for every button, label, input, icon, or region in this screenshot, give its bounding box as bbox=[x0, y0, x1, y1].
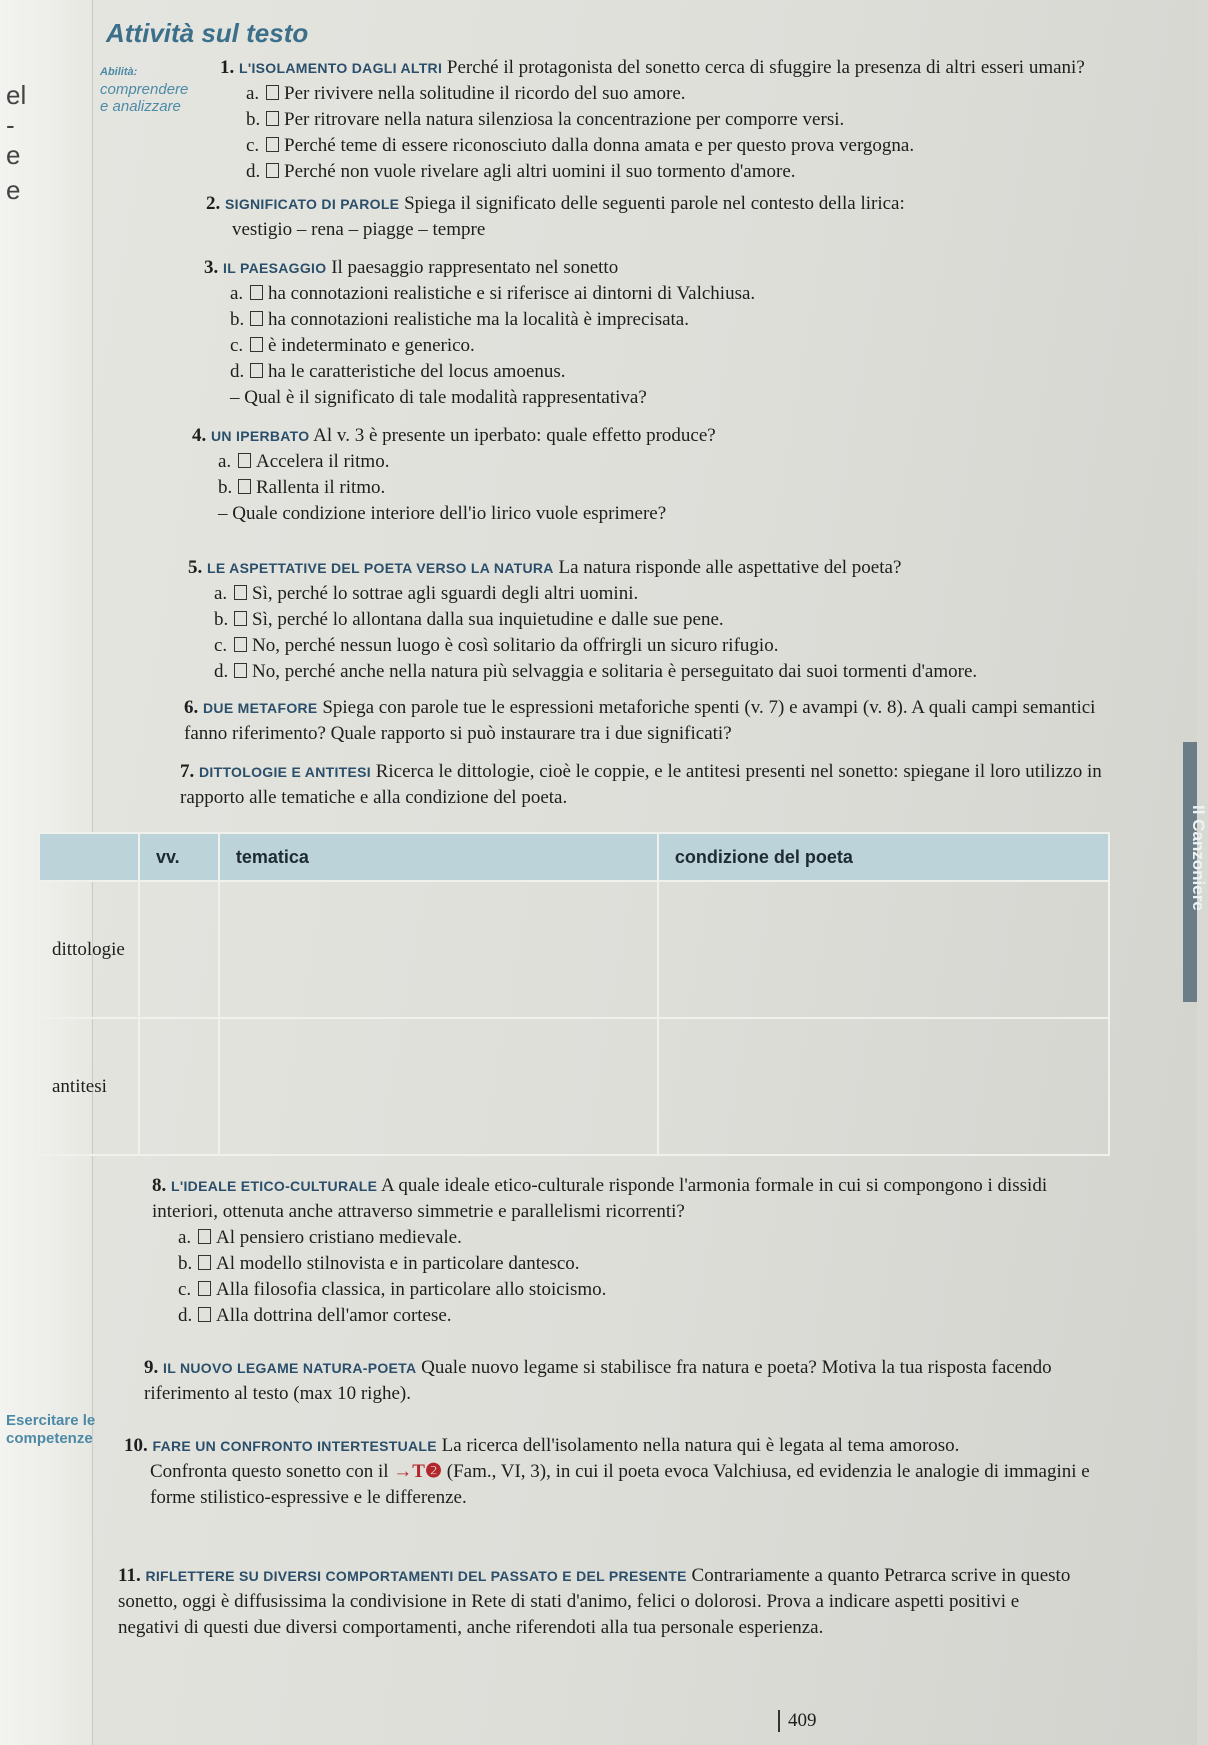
question-text: Quale nuovo legame si stabilisce fra natura e poeta? Motiva la tua risposta facendo riferimento al testo (max 10 righe). bbox=[144, 1357, 1052, 1404]
option-label: c. bbox=[246, 135, 260, 156]
option-label: c. bbox=[178, 1279, 192, 1300]
competences-label: Esercitare le competenze bbox=[6, 1412, 96, 1447]
section-title: Attività sul testo bbox=[106, 18, 309, 48]
option-a[interactable] bbox=[220, 81, 1120, 107]
option-text: Sì, perché lo sottrae agli sguardi degli altri uomini. bbox=[252, 583, 639, 604]
option-a[interactable] bbox=[192, 449, 1092, 475]
table-cell[interactable] bbox=[219, 881, 658, 1018]
question-text: Al v. 3 è presente un iperbato: quale effetto produce? bbox=[313, 425, 716, 446]
checkbox-icon[interactable] bbox=[198, 1307, 211, 1322]
question-10 bbox=[124, 1433, 1104, 1511]
edge-mark: el bbox=[6, 80, 27, 110]
option-a[interactable] bbox=[204, 281, 1104, 307]
option-b[interactable] bbox=[152, 1251, 1112, 1277]
question-5 bbox=[188, 555, 1148, 685]
option-b[interactable] bbox=[188, 607, 1148, 633]
follow-up-question: – Qual è il significato di tale modalità rappresentativa? bbox=[230, 387, 647, 408]
question-title: DITTOLOGIE E ANTITESI bbox=[199, 764, 371, 780]
option-label: b. bbox=[230, 309, 245, 330]
question-1 bbox=[220, 55, 1120, 185]
table-header-row bbox=[39, 833, 1109, 881]
question-title: SIGNIFICATO DI PAROLE bbox=[225, 196, 400, 212]
checkbox-icon[interactable] bbox=[234, 663, 247, 678]
option-a[interactable] bbox=[152, 1225, 1112, 1251]
table-row bbox=[39, 1018, 1109, 1155]
question-number: 3. bbox=[204, 257, 219, 278]
checkbox-icon[interactable] bbox=[250, 337, 263, 352]
option-c[interactable] bbox=[152, 1277, 1112, 1303]
question-6 bbox=[184, 695, 1104, 747]
checkbox-icon[interactable] bbox=[250, 311, 263, 326]
question-text: Il paesaggio rappresentato nel sonetto bbox=[331, 257, 619, 278]
question-text: Perché il protagonista del sonetto cerca di sfuggire la presenza di altri esseri umani? bbox=[446, 57, 1085, 78]
question-number: 6. bbox=[184, 697, 199, 718]
skills-label bbox=[100, 64, 195, 115]
question-text: La ricerca dell'isolamento nella natura qui è legata al tema amoroso. bbox=[441, 1435, 960, 1456]
question-title: FARE UN CONFRONTO INTERTESTUALE bbox=[152, 1438, 437, 1454]
skills-heading: Abilità: bbox=[100, 66, 138, 78]
option-label: a. bbox=[178, 1227, 192, 1248]
question-text: A quale ideale etico-culturale risponde l'armonia formale in cui si compongono i dissidi interiori, ottenuta anche attraverso simmetrie e parallelismi ricorrenti? bbox=[152, 1175, 1048, 1222]
question-3 bbox=[204, 255, 1104, 411]
question-text-continued: Confronta questo sonetto con il bbox=[150, 1461, 389, 1482]
checkbox-icon[interactable] bbox=[266, 137, 279, 152]
checkbox-icon[interactable] bbox=[238, 453, 251, 468]
checkbox-icon[interactable] bbox=[198, 1281, 211, 1296]
row-label: antitesi bbox=[39, 1018, 139, 1155]
question-number: 8. bbox=[152, 1175, 167, 1196]
question-number: 2. bbox=[206, 193, 221, 214]
question-title: IL PAESAGGIO bbox=[223, 260, 327, 276]
option-d[interactable] bbox=[204, 359, 1104, 385]
option-label: b. bbox=[214, 609, 229, 630]
question-number: 10. bbox=[124, 1435, 148, 1456]
checkbox-icon[interactable] bbox=[238, 479, 251, 494]
option-text: Per rivivere nella solitudine il ricordo del suo amore. bbox=[284, 83, 686, 104]
question-title: LE ASPETTATIVE DEL POETA VERSO LA NATURA bbox=[207, 560, 554, 576]
question-4 bbox=[192, 423, 1092, 527]
option-d[interactable] bbox=[152, 1303, 1112, 1329]
word-list: vestigio – rena – piagge – tempre bbox=[232, 219, 486, 240]
checkbox-icon[interactable] bbox=[198, 1255, 211, 1270]
option-label: b. bbox=[218, 477, 233, 498]
checkbox-icon[interactable] bbox=[234, 637, 247, 652]
row-label: dittologie bbox=[39, 881, 139, 1018]
table-cell[interactable] bbox=[139, 1018, 219, 1155]
option-d[interactable] bbox=[220, 159, 1120, 185]
option-text: ha connotazioni realistiche e si riferisce ai dintorni di Valchiusa. bbox=[268, 283, 756, 304]
option-text: Sì, perché lo allontana dalla sua inquietudine e dalle sue pene. bbox=[252, 609, 724, 630]
text-reference-link[interactable]: →T❷ bbox=[393, 1461, 442, 1482]
question-number: 1. bbox=[220, 57, 235, 78]
option-b[interactable] bbox=[220, 107, 1120, 133]
option-c[interactable] bbox=[220, 133, 1120, 159]
option-label: a. bbox=[230, 283, 244, 304]
question-text: Spiega il significato delle seguenti parole nel contesto della lirica: bbox=[404, 193, 905, 214]
option-label: d. bbox=[246, 161, 261, 182]
question-title: RIFLETTERE SU DIVERSI COMPORTAMENTI DEL PASSATO E DEL PRESENTE bbox=[145, 1568, 687, 1584]
question-9 bbox=[144, 1355, 1094, 1407]
question-text: Contrariamente a quanto Petrarca scrive in questo sonetto, oggi è diffusissima la condivisione in Rete di stati d'animo, felici o dolorosi. Prova a indicare aspetti positivi e negativi di questi due diversi comportamenti, anche riferendoti alla tua personale esperienza. bbox=[118, 1565, 1071, 1638]
option-d[interactable] bbox=[188, 659, 1148, 685]
option-text: è indeterminato e generico. bbox=[268, 335, 475, 356]
question-7 bbox=[180, 759, 1110, 811]
option-label: b. bbox=[246, 109, 261, 130]
question-title: L'ISOLAMENTO DAGLI ALTRI bbox=[239, 60, 443, 76]
question-8 bbox=[152, 1173, 1112, 1329]
question-number: 11. bbox=[118, 1565, 141, 1586]
option-a[interactable] bbox=[188, 581, 1148, 607]
option-text: ha le caratteristiche del locus amoenus. bbox=[268, 361, 566, 382]
question-text: Ricerca le dittologie, cioè le coppie, e le antitesi presenti nel sonetto: spiegane il loro utilizzo in rapporto alle tematiche e alla condizione del poeta. bbox=[180, 761, 1102, 808]
follow-up-question: – Quale condizione interiore dell'io lirico vuole esprimere? bbox=[218, 503, 667, 524]
option-text: Per ritrovare nella natura silenziosa la concentrazione per comporre versi. bbox=[284, 109, 845, 130]
checkbox-icon[interactable] bbox=[250, 285, 263, 300]
option-b[interactable] bbox=[192, 475, 1092, 501]
option-text: Alla dottrina dell'amor cortese. bbox=[216, 1305, 452, 1326]
option-label: d. bbox=[214, 661, 229, 682]
skill-line: e analizzare bbox=[100, 98, 181, 115]
question-11 bbox=[118, 1563, 1078, 1641]
question-number: 9. bbox=[144, 1357, 159, 1378]
checkbox-icon[interactable] bbox=[234, 611, 247, 626]
option-text: Accelera il ritmo. bbox=[256, 451, 390, 472]
option-label: d. bbox=[178, 1305, 193, 1326]
option-label: b. bbox=[178, 1253, 193, 1274]
table-row bbox=[39, 881, 1109, 1018]
chapter-tab-label: Il Canzoniere bbox=[1189, 805, 1208, 911]
option-label: c. bbox=[230, 335, 244, 356]
skill-line: comprendere bbox=[100, 81, 189, 98]
edge-mark: - bbox=[6, 110, 15, 140]
question-title: IL NUOVO LEGAME NATURA-POETA bbox=[163, 1360, 417, 1376]
option-text: Perché non vuole rivelare agli altri uomini il suo tormento d'amore. bbox=[284, 161, 796, 182]
table-cell[interactable] bbox=[139, 881, 219, 1018]
option-c[interactable] bbox=[204, 333, 1104, 359]
option-text: Perché teme di essere riconosciuto dalla donna amata e per questo prova vergogna. bbox=[284, 135, 915, 156]
edge-mark: e bbox=[6, 175, 21, 205]
question-title: DUE METAFORE bbox=[203, 700, 318, 716]
table-header: tematica bbox=[219, 833, 658, 881]
option-c[interactable] bbox=[188, 633, 1148, 659]
option-label: c. bbox=[214, 635, 228, 656]
table-cell[interactable] bbox=[658, 881, 1109, 1018]
question-text: Spiega con parole tue le espressioni metaforiche spenti (v. 7) e avampi (v. 8). A quali campi semantici fanno riferimento? Quale rapporto si può instaurare tra i due significati? bbox=[184, 697, 1096, 744]
option-label: a. bbox=[218, 451, 232, 472]
exercise-table bbox=[38, 832, 1110, 1156]
option-text: ha connotazioni realistiche ma la località è imprecisata. bbox=[268, 309, 689, 330]
table-header bbox=[39, 833, 139, 881]
option-label: a. bbox=[246, 83, 260, 104]
question-number: 5. bbox=[188, 557, 203, 578]
table-cell[interactable] bbox=[658, 1018, 1109, 1155]
option-text: Al pensiero cristiano medievale. bbox=[216, 1227, 462, 1248]
question-2 bbox=[206, 191, 1106, 243]
checkbox-icon[interactable] bbox=[266, 85, 279, 100]
option-text: Al modello stilnovista e in particolare dantesco. bbox=[216, 1253, 580, 1274]
table-header: vv. bbox=[139, 833, 219, 881]
checkbox-icon[interactable] bbox=[266, 163, 279, 178]
option-text: Rallenta il ritmo. bbox=[256, 477, 386, 498]
checkbox-icon[interactable] bbox=[266, 111, 279, 126]
question-number: 7. bbox=[180, 761, 195, 782]
table-header: condizione del poeta bbox=[658, 833, 1109, 881]
page-number: 409 bbox=[778, 1710, 817, 1732]
edge-mark: e bbox=[6, 140, 21, 170]
option-label: d. bbox=[230, 361, 245, 382]
option-text: Alla filosofia classica, in particolare allo stoicismo. bbox=[216, 1279, 607, 1300]
question-title: L'IDEALE ETICO-CULTURALE bbox=[171, 1178, 378, 1194]
question-number: 4. bbox=[192, 425, 207, 446]
checkbox-icon[interactable] bbox=[198, 1229, 211, 1244]
table-cell[interactable] bbox=[219, 1018, 658, 1155]
question-text-continued: (Fam., VI, 3), in cui il poeta evoca Valchiusa, ed evidenzia le analogie di immagini e forme stilistico-espressive e le differenze. bbox=[150, 1461, 1090, 1508]
option-b[interactable] bbox=[204, 307, 1104, 333]
option-label: a. bbox=[214, 583, 228, 604]
checkbox-icon[interactable] bbox=[250, 363, 263, 378]
question-text: La natura risponde alle aspettative del poeta? bbox=[558, 557, 902, 578]
option-text: No, perché anche nella natura più selvaggia e solitaria è perseguitato dai suoi tormenti d'amore. bbox=[252, 661, 978, 682]
option-text: No, perché nessun luogo è così solitario da offrirgli un sicuro rifugio. bbox=[252, 635, 779, 656]
question-title: UN IPERBATO bbox=[211, 428, 310, 444]
checkbox-icon[interactable] bbox=[234, 585, 247, 600]
